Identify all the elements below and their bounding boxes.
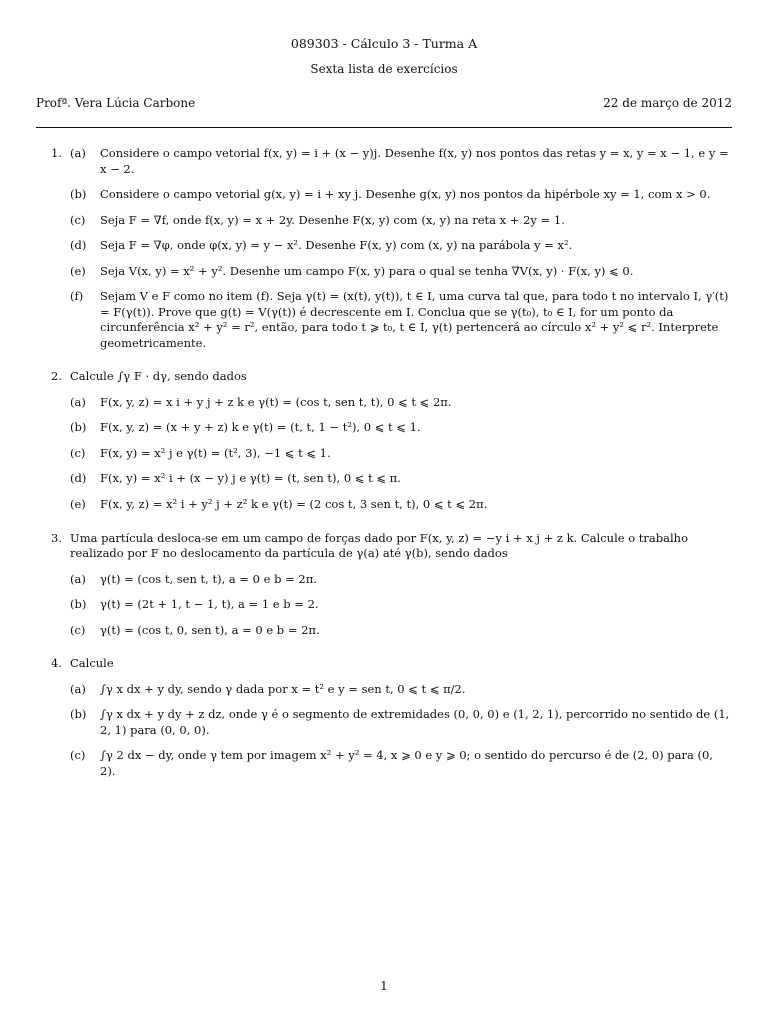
item-label: (c) xyxy=(70,622,86,637)
item-text: ∫γ 2 dx − dy, onde γ tem por imagem x² + y² = 4, x ⩾ 0 e y ⩾ 0; o sentido do percurso é de (2, 0) para (0, 2). xyxy=(100,748,713,778)
item-text: ∫γ x dx + y dy + z dz, onde γ é o segmento de extremidades (0, 0, 0) e (1, 2, 1), percorrido no sentido de (1, 2, 1) para (0, 0, 0). xyxy=(100,707,730,737)
exercise-item xyxy=(70,264,732,280)
exercise-item xyxy=(70,471,732,487)
page-number: 1 xyxy=(380,979,388,993)
exercise-item xyxy=(70,446,732,462)
item-text: Considere o campo vetorial f(x, y) = i + (x − y)j. Desenhe f(x, y) nos pontos das retas y = x, y = x − 1, e y = x − 2. xyxy=(100,146,729,176)
exercise-number: 3. xyxy=(51,530,62,545)
exercise-item xyxy=(70,707,732,738)
exercise-row xyxy=(36,369,732,512)
exercise-item xyxy=(70,497,732,513)
exercise-item xyxy=(70,238,732,254)
professor-name: Profª. Vera Lúcia Carbone xyxy=(36,96,196,111)
item-label: (c) xyxy=(70,445,86,460)
exercise-item xyxy=(70,597,732,613)
exercise-3 xyxy=(36,531,732,639)
item-label: (c) xyxy=(70,212,86,227)
exercise-row xyxy=(36,656,732,779)
exercise-item xyxy=(70,289,732,351)
item-text: F(x, y, z) = x i + y j + z k e γ(t) = (cos t, sen t, t), 0 ⩽ t ⩽ 2π. xyxy=(100,394,452,409)
item-text: F(x, y, z) = (x + y + z) k e γ(t) = (t, t, 1 − t²), 0 ⩽ t ⩽ 1. xyxy=(100,420,421,435)
exercise-body xyxy=(70,656,732,779)
exercise-row xyxy=(36,531,732,639)
exercise-item xyxy=(70,420,732,436)
item-label: (b) xyxy=(70,707,87,722)
exercise-body xyxy=(70,369,732,512)
item-text: Sejam V e F como no item (f). Seja γ(t) = (x(t), y(t)), t ∈ I, uma curva tal que, para todo t no intervalo I, γ′(t) = F(γ(t)). Prove que g(t) = V(γ(t)) é decrescente em I. Conclua que se γ(t₀), t₀ ∈ I, for um ponto da circunferência x² + y² = r², então, para todo t ⩾ t₀, t ∈ I, γ(t) pertencerá ao círculo x² + y² ⩽ r². Interprete geometricamente. xyxy=(100,289,729,350)
item-label: (b) xyxy=(70,420,87,435)
exercise-list xyxy=(36,146,732,779)
exercise-item xyxy=(70,146,732,177)
exercise-item xyxy=(70,682,732,698)
author-line xyxy=(36,95,732,111)
exercise-item xyxy=(70,187,732,203)
item-text: γ(t) = (cos t, 0, sen t), a = 0 e b = 2π. xyxy=(100,622,320,637)
exercise-number: 4. xyxy=(51,656,62,671)
document-date: 22 de março de 2012 xyxy=(603,96,732,111)
exercise-4 xyxy=(36,656,732,779)
exercise-intro: Calcule xyxy=(70,656,114,671)
document-page xyxy=(36,36,732,779)
item-label: (e) xyxy=(70,263,86,278)
item-text: Seja F = ∇φ, onde φ(x, y) = y − x². Desenhe F(x, y) com (x, y) na parábola y = x². xyxy=(100,238,573,253)
item-text: Seja F = ∇f, onde f(x, y) = x + 2y. Desenhe F(x, y) com (x, y) na reta x + 2y = 1. xyxy=(100,212,565,227)
exercise-intro: Uma partícula desloca-se em um campo de forças dado por F(x, y, z) = −y i + x j + z k. Calcule o trabalho realizado por F no deslocamento da partícula de γ(a) até γ(b), sendo dados xyxy=(70,530,688,561)
document-subtitle: Sexta lista de exercícios xyxy=(310,61,458,76)
exercise-item xyxy=(70,213,732,229)
exercise-body xyxy=(70,146,732,351)
item-label: (a) xyxy=(70,571,86,586)
item-text: F(x, y) = x² j e γ(t) = (t², 3), −1 ⩽ t ⩽ 1. xyxy=(100,445,331,460)
item-label: (e) xyxy=(70,496,86,511)
item-label: (d) xyxy=(70,238,87,253)
document-title: 089303 - Cálculo 3 - Turma A xyxy=(290,36,478,51)
item-label: (b) xyxy=(70,187,87,202)
exercise-2 xyxy=(36,369,732,512)
item-text: Considere o campo vetorial g(x, y) = i + xy j. Desenhe g(x, y) nos pontos da hipérbole xy = 1, com x > 0. xyxy=(100,187,711,202)
item-label: (f) xyxy=(70,289,84,304)
exercise-row xyxy=(36,146,732,351)
item-label: (a) xyxy=(70,681,86,696)
exercise-number: 2. xyxy=(51,369,62,384)
exercise-item xyxy=(70,623,732,639)
exercise-number: 1. xyxy=(51,146,62,161)
exercise-item xyxy=(70,748,732,779)
exercise-intro: Calcule ∫γ F · dγ, sendo dados xyxy=(70,369,247,384)
item-text: ∫γ x dx + y dy, sendo γ dada por x = t² e y = sen t, 0 ⩽ t ⩽ π/2. xyxy=(100,681,466,696)
item-text: Seja V(x, y) = x² + y². Desenhe um campo F(x, y) para o qual se tenha ∇V(x, y) · F(x, y) ⩽ 0. xyxy=(100,263,634,278)
item-label: (a) xyxy=(70,146,86,161)
exercise-body xyxy=(70,531,732,639)
item-text: γ(t) = (2t + 1, t − 1, t), a = 1 e b = 2. xyxy=(100,597,319,612)
item-label: (d) xyxy=(70,471,87,486)
item-text: F(x, y) = x² i + (x − y) j e γ(t) = (t, sen t), 0 ⩽ t ⩽ π. xyxy=(100,471,401,486)
exercise-item xyxy=(70,395,732,411)
item-label: (c) xyxy=(70,748,86,763)
item-text: F(x, y, z) = x² i + y² j + z² k e γ(t) = (2 cos t, 3 sen t, t), 0 ⩽ t ⩽ 2π. xyxy=(100,496,488,511)
item-text: γ(t) = (cos t, sen t, t), a = 0 e b = 2π. xyxy=(100,571,317,586)
header-divider xyxy=(36,127,732,128)
item-label: (b) xyxy=(70,597,87,612)
item-label: (a) xyxy=(70,394,86,409)
exercise-item xyxy=(70,572,732,588)
exercise-1 xyxy=(36,146,732,351)
